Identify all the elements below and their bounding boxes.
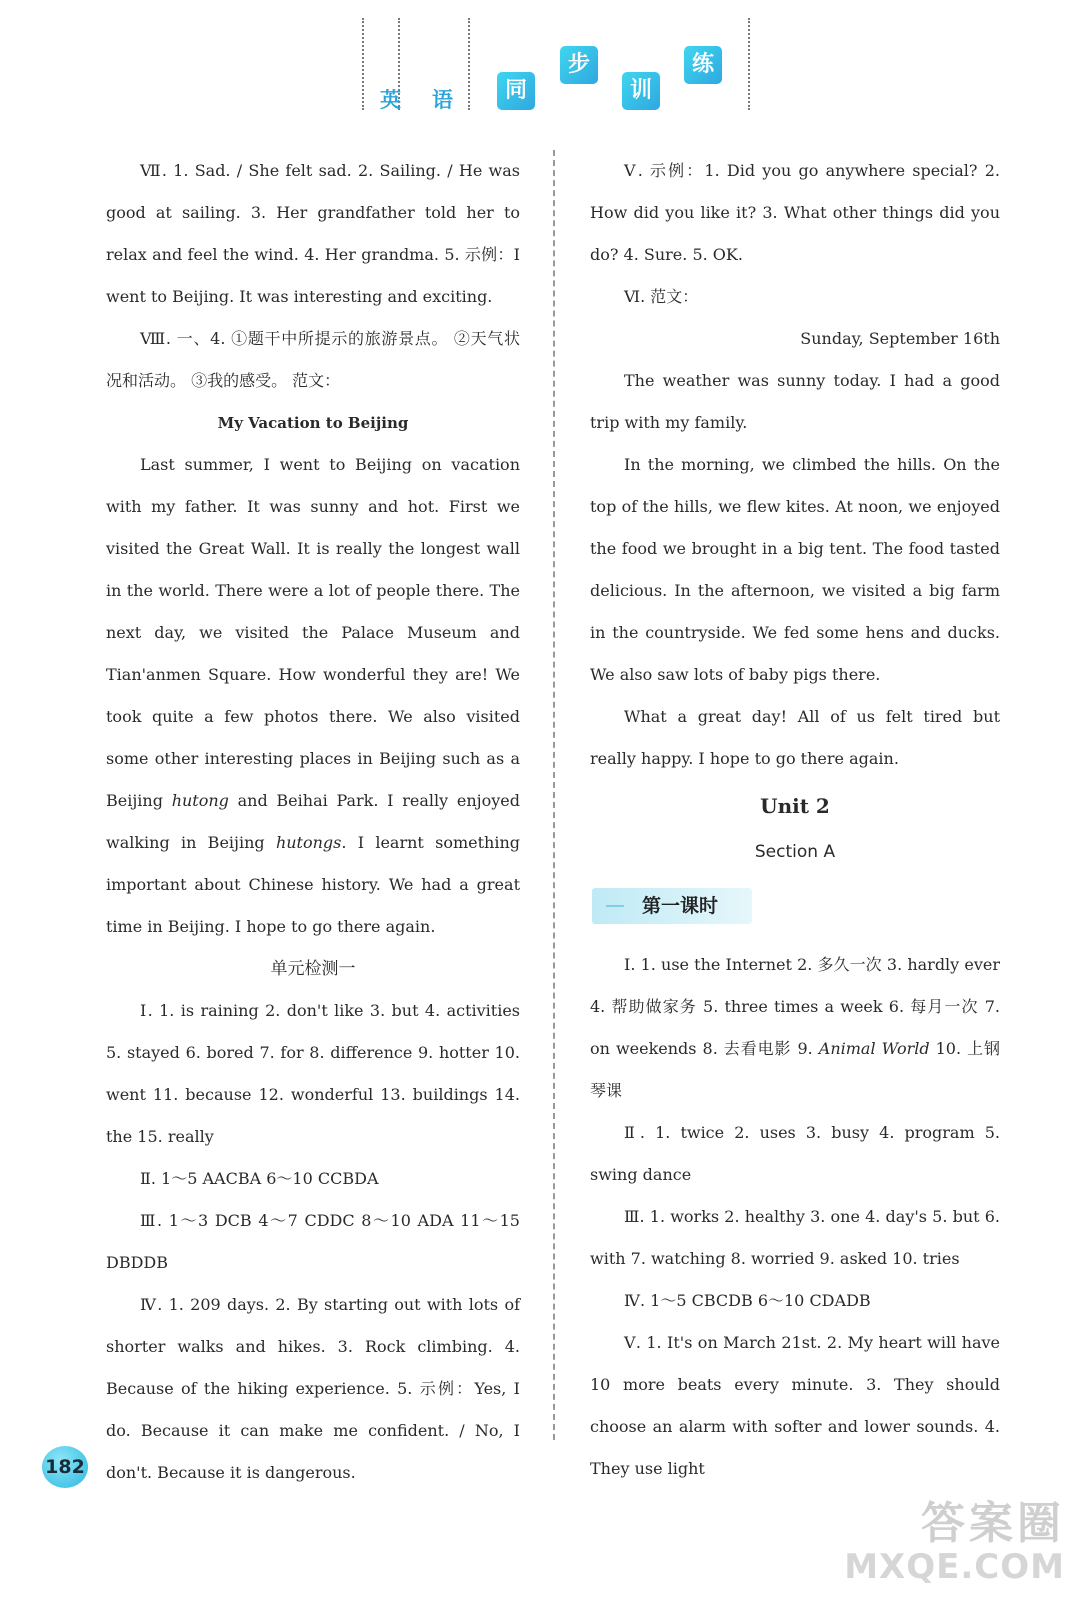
page-number: 182	[42, 1446, 88, 1488]
header-dotted-line	[468, 18, 470, 110]
answer-section-iv: Ⅳ. 1～5 CBCDB 6～10 CDADB	[624, 1291, 871, 1310]
watermark	[825, 1500, 1065, 1592]
answer-section-iv: Ⅳ. 1. 209 days. 2. By starting out with lots of shorter walks and hikes. 3. Rock climbing. 4. Because of the hiking experience. 5. 示例：Yes, I do. Because it can make me confident. / No, I don't. Because it is dangerous.	[106, 1295, 520, 1482]
diary-date: Sunday, September 16th	[800, 329, 1000, 348]
answer-section-ii: Ⅱ. 1～5 AACBA 6～10 CCBDA	[140, 1169, 379, 1188]
section-title: Section A	[754, 842, 836, 862]
italic-term: Animal World	[818, 1039, 930, 1058]
italic-term: hutongs	[275, 833, 342, 852]
essay-body: Last summer, I went to Beijing on vacation with my father. It was sunny and hot. First we visited the Great Wall. It is really the longest wall in the world. There were a lot of people there. The next day, we visited the Palace Museum and Tian'anmen Square. How wonderful they are! We took quite a few photos there. We also visited some other interesting places in Beijing such as a Beijing hutong and Beihai Park. I really enjoyed walking in Beijing hutongs. I learnt something important about Chinese history. We had a great time in Beijing. I hope to go there again.	[106, 455, 521, 936]
header-title-box: 步	[560, 46, 598, 84]
answer-section-iii: Ⅲ. 1. works 2. healthy 3. one 4. day's 5. but 6. with 7. watching 8. worried 9. asked 10. tries	[590, 1207, 1000, 1268]
answer-section-v: Ⅴ. 1. It's on March 21st. 2. My heart will have 10 more beats every minute. 3. They should choose an alarm with softer and lower sounds. 4. They use light	[590, 1333, 1000, 1478]
answer-section-i: Ⅰ. 1. use the Internet 2. 多久一次 3. hardly ever 4. 帮助做家务 5. three times a week 6. 每月一次 7. on weekends 8. 去看电影 9. Animal World 10. 上钢琴课	[590, 955, 1000, 1100]
answer-section-i: Ⅰ. 1. is raining 2. don't like 3. but 4. activities 5. stayed 6. bored 7. for 8. difference 9. hotter 10. went 11. because 12. wonderful 13. buildings 14. the 15. really	[106, 1001, 520, 1146]
right-column	[590, 150, 1000, 1490]
header-dotted-line	[362, 18, 364, 110]
answer-section-v: Ⅴ. 示例：1. Did you go anywhere special? 2. How did you like it? 3. What other things did you do? 4. Sure. 5. OK.	[590, 161, 1000, 264]
answer-section-ii: Ⅱ. 1. twice 2. uses 3. busy 4. program 5. swing dance	[590, 1123, 1000, 1184]
header-title-box: 训	[622, 72, 660, 110]
header-title-box: 同	[497, 72, 535, 110]
diary-paragraph: In the morning, we climbed the hills. On the top of the hills, we flew kites. At noon, we enjoyed the food we brought in a big tent. The food tasted delicious. In the afternoon, we visited a big farm in the countryside. We fed some hens and ducks. We also saw lots of baby pigs there.	[590, 455, 1000, 684]
header-subject-char: 语	[432, 88, 453, 112]
answer-section-vi: Ⅵ. 范文：	[624, 287, 699, 306]
unit-title: Unit 2	[760, 794, 830, 818]
diary-paragraph: The weather was sunny today. I had a good trip with my family.	[590, 371, 1000, 432]
diary-paragraph: What a great day! All of us felt tired but really happy. I hope to go there again.	[590, 707, 1000, 768]
banner-dash-icon	[606, 905, 624, 907]
essay-title: My Vacation to Beijing	[217, 414, 409, 432]
italic-term: hutong	[171, 791, 229, 810]
left-column	[106, 150, 520, 1494]
answer-section-iii: Ⅲ. 1～3 DCB 4～7 CDDC 8～10 ADA 11～15 DBDDB	[106, 1211, 520, 1272]
header-dotted-line	[748, 18, 750, 110]
page-header	[0, 0, 1083, 130]
lesson-title: 第一课时	[642, 895, 719, 917]
column-divider	[553, 150, 555, 1440]
lesson-banner	[590, 874, 1000, 944]
unit-test-title: 单元检测一	[270, 959, 356, 979]
watermark-url: MXQE.COM	[844, 1547, 1065, 1587]
header-subject-char: 英	[380, 88, 401, 112]
answer-section-vii: Ⅶ. 1. Sad. / She felt sad. 2. Sailing. / He was good at sailing. 3. Her grandfather told her to relax and feel the wind. 4. Her grandma. 5. 示例：I went to Beijing. It was interesting and exciting.	[106, 161, 520, 306]
watermark-text: 答案圈	[921, 1498, 1065, 1549]
answer-section-viii: Ⅷ. 一、4. ①题干中所提示的旅游景点。 ②天气状况和活动。 ③我的感受。 范文：	[106, 329, 520, 390]
header-title-box: 练	[684, 46, 722, 84]
